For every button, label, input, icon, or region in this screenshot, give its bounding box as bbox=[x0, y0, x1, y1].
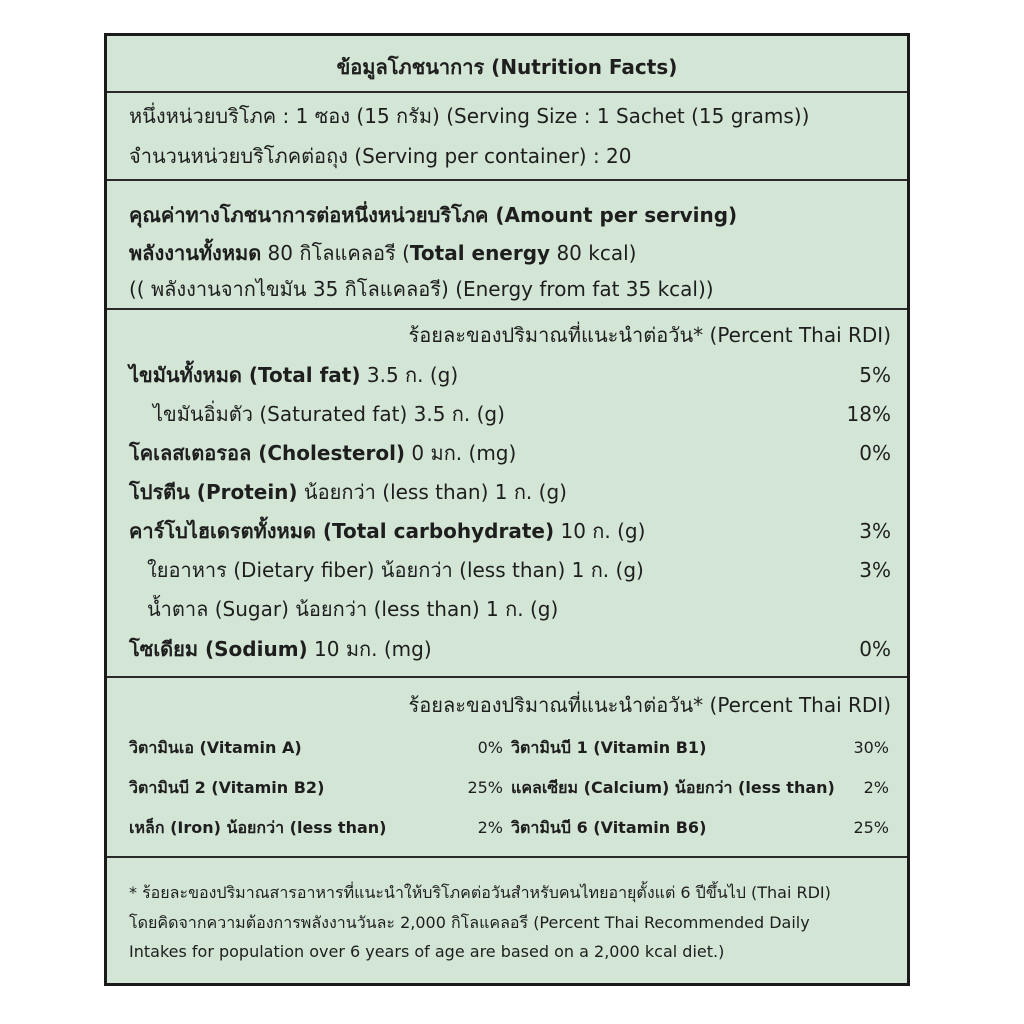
total-energy-value: 80 กิโลแคลอรี ( bbox=[261, 241, 410, 265]
nutrient-row-dietary-fiber bbox=[147, 557, 644, 583]
vitamin-left-label: เหล็ก (Iron) น้อยกว่า (less than) bbox=[129, 818, 387, 837]
nutrient-amount: 10 ก. (g) bbox=[554, 519, 646, 543]
vitamin-right-pct: 2% bbox=[863, 778, 889, 797]
nutrient-amount: น้อยกว่า (less than) 1 ก. (g) bbox=[374, 558, 644, 582]
nutrient-row-cholesterol bbox=[129, 440, 516, 466]
nutrient-label: โคเลสเตอรอล (Cholesterol) bbox=[129, 441, 406, 465]
vitamin-right-label: แคลเซียม (Calcium) น้อยกว่า (less than) bbox=[511, 778, 835, 797]
page-title: ข้อมูลโภชนาการ (Nutrition Facts) bbox=[336, 55, 678, 79]
divider bbox=[107, 856, 907, 858]
nutrient-pct: 5% bbox=[859, 363, 891, 387]
nutrient-label: โปรตีน (Protein) bbox=[129, 480, 298, 504]
amount-per-serving-header: คุณค่าทางโภชนาการต่อหนึ่งหน่วยบริโภค (Amount per serving) bbox=[129, 203, 738, 227]
divider bbox=[107, 179, 907, 181]
footnote-line: โดยคิดจากความต้องการพลังงานวันละ 2,000 กิโลแคลอรี (Percent Thai Recommended Daily bbox=[129, 913, 810, 932]
nutrient-label: ไขมันอิ่มตัว (Saturated fat) bbox=[153, 402, 408, 426]
nutrient-row-total-fat bbox=[129, 362, 458, 388]
nutrient-label: น้ำตาล (Sugar) bbox=[147, 597, 289, 621]
rdi-header: ร้อยละของปริมาณที่แนะนำต่อวัน* (Percent Thai RDI) bbox=[408, 693, 891, 717]
total-energy-en-label: Total energy bbox=[409, 241, 551, 265]
energy-from-fat: (( พลังงานจากไขมัน 35 กิโลแคลอรี) (Energy from fat 35 kcal)) bbox=[129, 277, 714, 301]
vitamin-left-label: วิตามินเอ (Vitamin A) bbox=[129, 738, 302, 757]
nutrient-row-protein bbox=[129, 479, 567, 505]
nutrient-pct: 3% bbox=[859, 558, 891, 582]
nutrient-pct: 0% bbox=[859, 441, 891, 465]
nutrient-pct: 0% bbox=[859, 637, 891, 661]
nutrition-facts-panel bbox=[104, 33, 910, 986]
vitamin-right-pct: 30% bbox=[853, 738, 889, 757]
vitamin-left-pct: 25% bbox=[467, 778, 503, 797]
nutrient-row-sugar bbox=[147, 596, 558, 622]
nutrient-label: ไขมันทั้งหมด (Total fat) bbox=[129, 363, 361, 387]
nutrient-row-saturated-fat bbox=[153, 401, 505, 427]
vitamin-right-label: วิตามินบี 1 (Vitamin B1) bbox=[511, 738, 707, 757]
vitamin-left-pct: 0% bbox=[477, 738, 503, 757]
divider bbox=[107, 676, 907, 678]
nutrient-label: คาร์โบไฮเดรตทั้งหมด (Total carbohydrate) bbox=[129, 519, 555, 543]
divider bbox=[107, 308, 907, 310]
nutrient-pct: 18% bbox=[846, 402, 891, 426]
nutrient-pct: 3% bbox=[859, 519, 891, 543]
nutrient-amount: น้อยกว่า (less than) 1 ก. (g) bbox=[288, 597, 559, 621]
divider bbox=[107, 91, 907, 93]
nutrient-amount: น้อยกว่า (less than) 1 ก. (g) bbox=[297, 480, 567, 504]
nutrient-row-total-carbohydrate bbox=[129, 518, 645, 544]
vitamin-left-label: วิตามินบี 2 (Vitamin B2) bbox=[129, 778, 325, 797]
total-energy-label: พลังงานทั้งหมด bbox=[129, 241, 262, 265]
nutrient-amount: 3.5 ก. (g) bbox=[360, 363, 459, 387]
nutrient-row-sodium bbox=[129, 636, 432, 662]
nutrient-label: ใยอาหาร (Dietary fiber) bbox=[147, 558, 375, 582]
footnote-line: Intakes for population over 6 years of age are based on a 2,000 kcal diet.) bbox=[129, 942, 725, 961]
servings-per-container: จำนวนหน่วยบริโภคต่อถุง (Serving per container) : 20 bbox=[129, 144, 632, 168]
total-energy-en-value: 80 kcal) bbox=[550, 241, 637, 265]
vitamin-right-label: วิตามินบี 6 (Vitamin B6) bbox=[511, 818, 707, 837]
serving-size: หนึ่งหน่วยบริโภค : 1 ซอง (15 กรัม) (Serving Size : 1 Sachet (15 grams)) bbox=[129, 104, 810, 128]
nutrient-amount: 0 มก. (mg) bbox=[405, 441, 517, 465]
vitamin-right-pct: 25% bbox=[853, 818, 889, 837]
nutrient-amount: 3.5 ก. (g) bbox=[407, 402, 505, 426]
nutrient-label: โซเดียม (Sodium) bbox=[129, 637, 308, 661]
vitamin-left-pct: 2% bbox=[477, 818, 503, 837]
rdi-header: ร้อยละของปริมาณที่แนะนำต่อวัน* (Percent Thai RDI) bbox=[408, 323, 891, 347]
footnote-line: * ร้อยละของปริมาณสารอาหารที่แนะนำให้บริโภคต่อวันสำหรับคนไทยอายุตั้งแต่ 6 ปีขึ้นไป (Thai RDI) bbox=[129, 883, 831, 902]
nutrient-amount: 10 มก. (mg) bbox=[307, 637, 432, 661]
total-energy bbox=[129, 240, 636, 266]
